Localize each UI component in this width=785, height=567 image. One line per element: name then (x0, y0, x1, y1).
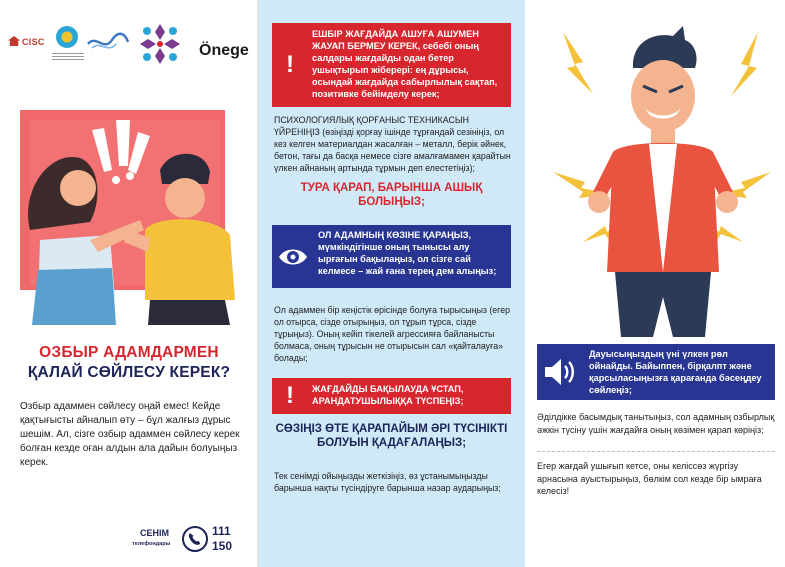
hotline-number-150: 150 (212, 539, 233, 553)
voice-tone-box (537, 344, 775, 400)
divider (537, 451, 775, 452)
speaker-icon (543, 356, 579, 388)
simple-speech-heading: СӨЗІҢІЗ ӨТЕ ҚАРАПАЙЫМ ӘРІ ТҮСІНІКТІ БОЛУЫН ҚАДАҒАЛАҢЫЗ; (275, 423, 508, 449)
main-title-line1: ОЗБЫР АДАМДАРМЕН (39, 344, 219, 361)
main-title-line2: ҚАЛАЙ СӨЙЛЕСУ КЕРЕК? (27, 364, 231, 381)
hotline-label: СЕНІМ (140, 528, 169, 538)
state-emblem-logo (56, 26, 78, 48)
emblem-caption-lines (52, 51, 84, 62)
house-icon (8, 36, 20, 46)
trust-hotline (132, 520, 255, 560)
right-panel (525, 0, 785, 567)
partner-logos (8, 18, 253, 70)
fairness-text: Әділдікке басымдық танытыңыз, сол адамның озбырлық әжкін түсіну үшін жағдайға оның көзімен қарап көріңіз; (537, 412, 775, 435)
cisc-logo: CISC (8, 36, 45, 47)
hotline-sublabel: телефондары (132, 541, 171, 547)
exclamation-icon: ! (286, 51, 294, 78)
be-open-heading: ТУРА ҚАРАП, БАРЫНША АШЫҚ БОЛЫҢЫЗ; (300, 182, 483, 208)
warning-anger-text: ЕШБІР ЖАҒДАЙДА АШУҒА АШУМЕН ЖАУАП БЕРМЕУ КЕРЕК, себебі оның салдары жағдайды одан бетер ушықтырып жіберері: ең дұрысы, осындай жағдайда сабырлылық сақтап, позитивке бейімделу керек; (312, 29, 498, 99)
warning-box-anger (272, 23, 511, 107)
eye-contact-text: ОЛ АДАМНЫҢ КӨЗІНЕ ҚАРАҢЫЗ, мүмкіндігінше оның тынысы алу ырғағын бақылаңыз, ол сізге сай келмесе – жай ғана терең дем алыңыз; (318, 230, 497, 276)
left-panel (0, 0, 258, 567)
voice-tone-text: Дауысыңыздың үні үлкен рөл ойнайды. Байыппен, бірқалпт және қарсыласыңызға қарағанда бәсеңдеу сөйлеңіз; (589, 349, 762, 395)
negotiation-text: Егер жағдай ушығып кетсе, оны келіссөз жүргізу арнасына ауыстырыңыз, бөлкім сол кезде бір ымраға келесіз! (537, 461, 762, 496)
eye-contact-box (272, 225, 511, 288)
exclamation-icon: ! (286, 382, 294, 409)
eye-icon (278, 242, 308, 272)
ornament-logo (138, 22, 182, 66)
phone-icon (182, 526, 208, 552)
clear-position-text: Тек сенімді ойыңызды жеткізіңіз, өз ұстанымыңызды барынша нақты түсіндіруге барынша назар аударыңыз; (274, 471, 501, 493)
warning-control-text: ЖАҒДАЙДЫ БАҚЫЛАУДА ҰСТАП, АРАНДАТУШЫЛЫҚҚА ТҮСПЕҢІЗ; (312, 384, 464, 406)
main-title (0, 344, 258, 382)
angry-man-illustration (553, 22, 773, 337)
intro-text: Озбыр адаммен сөйлесу оңай емес! Кейде қақтығысты айналып өту – бұл жалғыз дұрыс шешім. Ал, сізге озбыр адаммен сөйлесу керек болған кезде оған алдын ала дайын болуыңыз керек. (20, 401, 240, 468)
hotline-number-111: 111 (212, 524, 231, 538)
middle-panel (258, 0, 525, 567)
onege-logo: Önege (199, 42, 249, 59)
wave-logo (86, 30, 130, 54)
same-space-text: Ол адаммен бір кеңістік өрісінде болуға тырысыңыз (егер ол отырса, сізде отырыңыз, ол тұрып тұрса, сізде тұрыңыз). Оның кейіп тікелей агрессияға байланысты болмаса, оның тұрысын не отырысын сал «қайталауға» болады; (274, 305, 510, 363)
warning-box-control (272, 378, 511, 414)
arguing-people-illustration (20, 110, 240, 325)
psych-defense-text: ПСИХОЛОГИЯЛЫҚ ҚОРҒАНЫС ТЕХНИКАСЫН ҮЙРЕНІҢІЗ (өзіңізді қорғау ішінде тұрғандай сезініңіз, ол кез келген материалдан жасалған – металл, берік әйнек, бетон, тағы да басқа немесе сізге амалғамамен қарайтын үлкен айнаның артында тұрмын деп елестетіңіз); (274, 115, 511, 173)
